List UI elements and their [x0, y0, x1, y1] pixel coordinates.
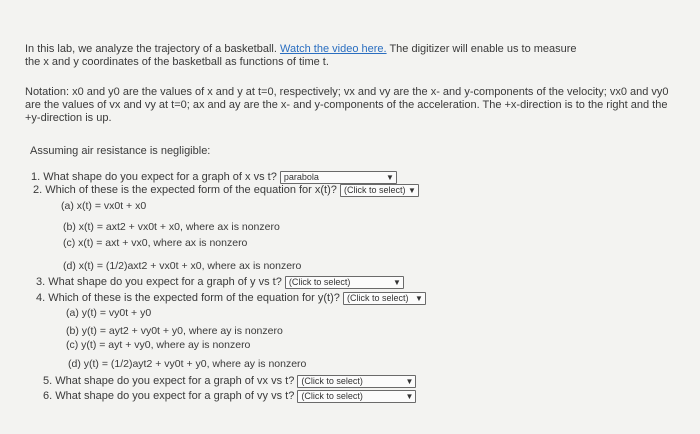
intro-line-1	[25, 43, 577, 56]
chevron-down-icon: ▼	[392, 278, 401, 287]
question-6-selected: (Click to select)	[301, 391, 363, 401]
question-6-text: 6. What shape do you expect for a graph of vy vs t?	[43, 390, 295, 402]
question-6	[43, 390, 416, 403]
chevron-down-icon: ▼	[405, 392, 414, 401]
question-2-select[interactable]	[340, 184, 419, 197]
question-2-selected: (Click to select)	[343, 185, 406, 195]
question-2-option-d: (d) x(t) = (1/2)axt2 + vx0t + x0, where ax is nonzero	[63, 260, 302, 272]
question-2-option-b: (b) x(t) = axt2 + vx0t + x0, where ax is nonzero	[63, 221, 280, 233]
question-4-text: 4. Which of these is the expected form of the equation for y(t)?	[36, 292, 340, 304]
question-1-select[interactable]	[280, 171, 397, 184]
question-2-option-a: (a) x(t) = vx0t + x0	[61, 200, 147, 212]
question-2	[33, 184, 419, 197]
question-4-option-b: (b) y(t) = ayt2 + vy0t + y0, where ay is nonzero	[66, 325, 283, 337]
question-1-text: 1. What shape do you expect for a graph of x vs t?	[31, 171, 277, 183]
notation-line-3: +y-direction is up.	[25, 112, 112, 124]
question-4-option-c: (c) y(t) = ayt + vy0, where ay is nonzero	[66, 339, 251, 351]
intro-text: In this lab, we analyze the trajectory of a basketball.	[25, 43, 280, 55]
question-4-select[interactable]	[343, 292, 426, 305]
question-4-option-d: (d) y(t) = (1/2)ayt2 + vy0t + y0, where ay is nonzero	[68, 358, 307, 370]
question-3-select[interactable]	[285, 276, 404, 289]
assumption-text: Assuming air resistance is negligible:	[30, 145, 211, 157]
question-6-select[interactable]	[297, 390, 416, 403]
intro-line-2: the x and y coordinates of the basketball as functions of time t.	[25, 56, 329, 68]
chevron-down-icon: ▼	[408, 186, 416, 195]
watch-video-link[interactable]: Watch the video here.	[279, 43, 387, 55]
question-4-option-a: (a) y(t) = vy0t + y0	[66, 307, 152, 319]
question-5	[43, 375, 416, 388]
question-1-selected: parabola	[283, 172, 319, 182]
notation-line-1: Notation: x0 and y0 are the values of x and y at t=0, respectively; vx and vy are the x- and y-components of the velocity; vx0 and vy0	[25, 86, 669, 98]
intro-text-cont: The digitizer will enable us to measure	[386, 43, 577, 55]
question-2-text: 2. Which of these is the expected form of the equation for x(t)?	[33, 184, 337, 196]
question-3	[36, 276, 404, 289]
notation-line-2: are the values of vx and vy at t=0; ax and ay are the x- and y-components of the acceleration. The +x-direction is to the right and the	[25, 99, 668, 111]
chevron-down-icon: ▼	[415, 294, 423, 303]
question-3-text: 3. What shape do you expect for a graph of y vs t?	[36, 276, 282, 288]
question-5-text: 5. What shape do you expect for a graph of vx vs t?	[43, 375, 295, 387]
question-2-option-c: (c) x(t) = axt + vx0, where ax is nonzero	[63, 237, 248, 249]
question-5-selected: (Click to select)	[301, 376, 363, 386]
question-4-selected: (Click to select)	[346, 293, 409, 303]
question-3-selected: (Click to select)	[288, 277, 351, 287]
question-4	[36, 292, 426, 305]
question-5-select[interactable]	[297, 375, 416, 388]
question-1	[31, 171, 397, 184]
chevron-down-icon: ▼	[405, 377, 414, 386]
chevron-down-icon: ▼	[385, 173, 394, 182]
